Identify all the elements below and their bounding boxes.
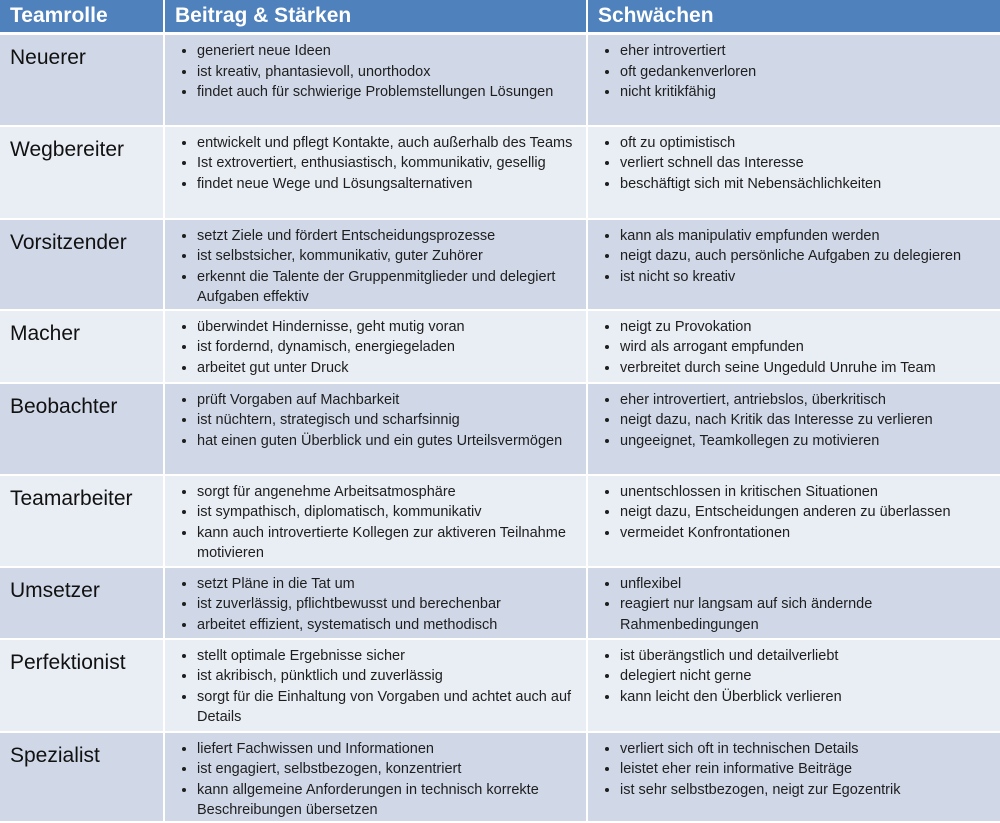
strengths-cell bbox=[164, 126, 587, 219]
table-row bbox=[0, 567, 1000, 639]
weaknesses-list bbox=[594, 317, 994, 379]
strengths-list bbox=[171, 482, 580, 564]
strengths-cell bbox=[164, 383, 587, 475]
role-name: Teamarbeiter bbox=[0, 475, 164, 567]
strengths-item: • stellt optimale Ergebnisse sicher bbox=[197, 646, 580, 667]
weaknesses-cell bbox=[587, 475, 1000, 567]
weaknesses-list bbox=[594, 574, 994, 636]
strengths-item: • arbeitet effizient, systematisch und methodisch bbox=[197, 615, 580, 636]
strengths-item: • hat einen guten Überblick und ein gutes Urteilsvermögen bbox=[197, 431, 580, 452]
header-role: Teamrolle bbox=[0, 0, 164, 34]
weaknesses-item: • reagiert nur langsam auf sich ändernde Rahmenbedingungen bbox=[620, 594, 994, 635]
weaknesses-cell bbox=[587, 383, 1000, 475]
strengths-cell bbox=[164, 219, 587, 310]
weaknesses-item: • neigt dazu, Entscheidungen anderen zu überlassen bbox=[620, 502, 994, 523]
weaknesses-list bbox=[594, 482, 994, 544]
strengths-cell bbox=[164, 567, 587, 639]
weaknesses-cell bbox=[587, 219, 1000, 310]
table-row bbox=[0, 126, 1000, 219]
weaknesses-item: • leistet eher rein informative Beiträge bbox=[620, 759, 994, 780]
header-strengths: Beitrag & Stärken bbox=[164, 0, 587, 34]
strengths-item: • setzt Ziele und fördert Entscheidungsprozesse bbox=[197, 226, 580, 247]
strengths-list bbox=[171, 646, 580, 728]
weaknesses-item: • ist sehr selbstbezogen, neigt zur Egozentrik bbox=[620, 780, 994, 801]
weaknesses-item: • verliert schnell das Interesse bbox=[620, 153, 994, 174]
weaknesses-item: • delegiert nicht gerne bbox=[620, 666, 994, 687]
strengths-cell bbox=[164, 310, 587, 383]
role-name: Umsetzer bbox=[0, 567, 164, 639]
weaknesses-item: • wird als arrogant empfunden bbox=[620, 337, 994, 358]
strengths-item: • Ist extrovertiert, enthusiastisch, kommunikativ, gesellig bbox=[197, 153, 580, 174]
weaknesses-list bbox=[594, 226, 994, 288]
weaknesses-item: • eher introvertiert, antriebslos, überkritisch bbox=[620, 390, 994, 411]
header-weaknesses: Schwächen bbox=[587, 0, 1000, 34]
role-name: Vorsitzender bbox=[0, 219, 164, 310]
table-row bbox=[0, 475, 1000, 567]
strengths-item: • ist selbstsicher, kommunikativ, guter Zuhörer bbox=[197, 246, 580, 267]
weaknesses-item: • kann leicht den Überblick verlieren bbox=[620, 687, 994, 708]
weaknesses-item: • ist nicht so kreativ bbox=[620, 267, 994, 288]
strengths-item: • ist fordernd, dynamisch, energiegeladen bbox=[197, 337, 580, 358]
header-row bbox=[0, 0, 1000, 34]
weaknesses-item: • unflexibel bbox=[620, 574, 994, 595]
strengths-item: • ist zuverlässig, pflichtbewusst und berechenbar bbox=[197, 594, 580, 615]
strengths-cell bbox=[164, 34, 587, 126]
weaknesses-item: • oft gedankenverloren bbox=[620, 62, 994, 83]
table-row bbox=[0, 219, 1000, 310]
role-name: Neuerer bbox=[0, 34, 164, 126]
strengths-item: • ist engagiert, selbstbezogen, konzentriert bbox=[197, 759, 580, 780]
strengths-item: • kann allgemeine Anforderungen in technisch korrekte Beschreibungen übersetzen bbox=[197, 780, 580, 821]
strengths-list bbox=[171, 226, 580, 308]
weaknesses-item: • neigt dazu, nach Kritik das Interesse zu verlieren bbox=[620, 410, 994, 431]
strengths-list bbox=[171, 390, 580, 452]
weaknesses-list bbox=[594, 133, 994, 195]
strengths-item: • arbeitet gut unter Druck bbox=[197, 358, 580, 379]
table-row bbox=[0, 383, 1000, 475]
strengths-cell bbox=[164, 732, 587, 822]
weaknesses-cell bbox=[587, 310, 1000, 383]
weaknesses-list bbox=[594, 739, 994, 801]
weaknesses-item: • vermeidet Konfrontationen bbox=[620, 523, 994, 544]
strengths-cell bbox=[164, 639, 587, 732]
strengths-list bbox=[171, 317, 580, 379]
weaknesses-item: • eher introvertiert bbox=[620, 41, 994, 62]
strengths-item: • kann auch introvertierte Kollegen zur aktiveren Teilnahme motivieren bbox=[197, 523, 580, 564]
strengths-item: • setzt Pläne in die Tat um bbox=[197, 574, 580, 595]
strengths-list bbox=[171, 574, 580, 636]
strengths-item: • findet auch für schwierige Problemstellungen Lösungen bbox=[197, 82, 580, 103]
weaknesses-item: • nicht kritikfähig bbox=[620, 82, 994, 103]
table-row bbox=[0, 310, 1000, 383]
weaknesses-list bbox=[594, 41, 994, 103]
strengths-item: • liefert Fachwissen und Informationen bbox=[197, 739, 580, 760]
strengths-list bbox=[171, 41, 580, 103]
weaknesses-cell bbox=[587, 34, 1000, 126]
weaknesses-item: • verbreitet durch seine Ungeduld Unruhe im Team bbox=[620, 358, 994, 379]
role-name: Macher bbox=[0, 310, 164, 383]
strengths-item: • erkennt die Talente der Gruppenmitglieder und delegiert Aufgaben effektiv bbox=[197, 267, 580, 308]
weaknesses-cell bbox=[587, 126, 1000, 219]
strengths-item: • ist kreativ, phantasievoll, unorthodox bbox=[197, 62, 580, 83]
role-name: Spezialist bbox=[0, 732, 164, 822]
table-row bbox=[0, 34, 1000, 126]
strengths-item: • ist sympathisch, diplomatisch, kommunikativ bbox=[197, 502, 580, 523]
weaknesses-cell bbox=[587, 639, 1000, 732]
role-name: Perfektionist bbox=[0, 639, 164, 732]
table-row bbox=[0, 639, 1000, 732]
weaknesses-item: • beschäftigt sich mit Nebensächlichkeiten bbox=[620, 174, 994, 195]
weaknesses-list bbox=[594, 390, 994, 452]
weaknesses-item: • ungeeignet, Teamkollegen zu motivieren bbox=[620, 431, 994, 452]
weaknesses-item: • ist überängstlich und detailverliebt bbox=[620, 646, 994, 667]
weaknesses-item: • verliert sich oft in technischen Details bbox=[620, 739, 994, 760]
strengths-item: • sorgt für angenehme Arbeitsatmosphäre bbox=[197, 482, 580, 503]
weaknesses-item: • oft zu optimistisch bbox=[620, 133, 994, 154]
strengths-cell bbox=[164, 475, 587, 567]
strengths-item: • prüft Vorgaben auf Machbarkeit bbox=[197, 390, 580, 411]
weaknesses-item: • neigt zu Provokation bbox=[620, 317, 994, 338]
strengths-item: • ist akribisch, pünktlich und zuverlässig bbox=[197, 666, 580, 687]
strengths-item: • findet neue Wege und Lösungsalternativen bbox=[197, 174, 580, 195]
weaknesses-item: • kann als manipulativ empfunden werden bbox=[620, 226, 994, 247]
weaknesses-list bbox=[594, 646, 994, 708]
weaknesses-cell bbox=[587, 732, 1000, 822]
strengths-list bbox=[171, 739, 580, 821]
weaknesses-item: • unentschlossen in kritischen Situationen bbox=[620, 482, 994, 503]
weaknesses-cell bbox=[587, 567, 1000, 639]
weaknesses-item: • neigt dazu, auch persönliche Aufgaben zu delegieren bbox=[620, 246, 994, 267]
table-row bbox=[0, 732, 1000, 822]
strengths-item: • sorgt für die Einhaltung von Vorgaben und achtet auch auf Details bbox=[197, 687, 580, 728]
strengths-item: • überwindet Hindernisse, geht mutig voran bbox=[197, 317, 580, 338]
role-name: Beobachter bbox=[0, 383, 164, 475]
strengths-item: • entwickelt und pflegt Kontakte, auch außerhalb des Teams bbox=[197, 133, 580, 154]
strengths-item: • ist nüchtern, strategisch und scharfsinnig bbox=[197, 410, 580, 431]
role-name: Wegbereiter bbox=[0, 126, 164, 219]
strengths-item: • generiert neue Ideen bbox=[197, 41, 580, 62]
strengths-list bbox=[171, 133, 580, 195]
